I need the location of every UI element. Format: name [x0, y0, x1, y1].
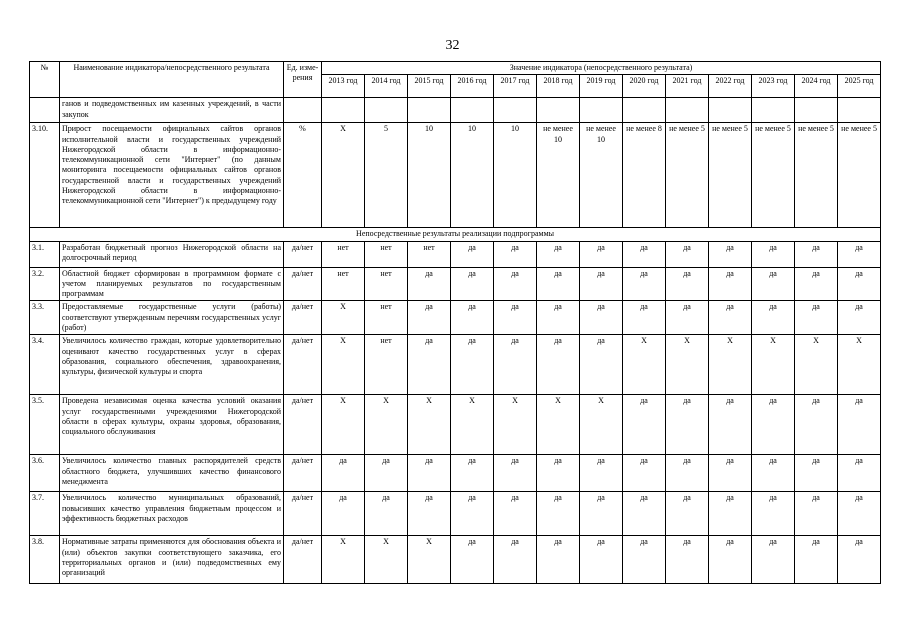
row-value: да: [752, 536, 795, 584]
row-value: X: [365, 536, 408, 584]
row-value: да: [365, 492, 408, 536]
row-value: X: [795, 335, 838, 395]
header-year: 2021 год: [666, 75, 709, 98]
table-row: [30, 536, 881, 584]
row-value: да: [580, 492, 623, 536]
section-title: Непосредственные результаты реализации подпрограммы: [30, 228, 881, 241]
row-value: X: [623, 335, 666, 395]
table-row: [30, 98, 881, 123]
header-year: 2017 год: [494, 75, 537, 98]
row-value: да: [537, 455, 580, 492]
row-value: да: [537, 267, 580, 301]
row-value: да: [666, 492, 709, 536]
row-number: 3.2.: [30, 267, 60, 301]
row-value: X: [838, 335, 881, 395]
row-value: да: [666, 301, 709, 335]
row-value: да: [494, 492, 537, 536]
row-value: да: [838, 301, 881, 335]
row-value: не менее 5: [752, 123, 795, 228]
row-value: да: [752, 241, 795, 267]
row-value: [494, 98, 537, 123]
row-value: да: [451, 492, 494, 536]
row-value: не менее 10: [537, 123, 580, 228]
row-value: да: [709, 536, 752, 584]
row-value: да: [451, 536, 494, 584]
row-value: 10: [451, 123, 494, 228]
row-value: да: [752, 492, 795, 536]
table-row: [30, 335, 881, 395]
table-row: [30, 241, 881, 267]
row-value: да: [838, 492, 881, 536]
row-value: X: [494, 395, 537, 455]
row-value: да: [795, 536, 838, 584]
row-value: да: [494, 455, 537, 492]
row-value: да: [494, 301, 537, 335]
table-row: [30, 455, 881, 492]
row-value: да: [666, 241, 709, 267]
row-value: да: [537, 536, 580, 584]
row-value: X: [322, 123, 365, 228]
row-value: да: [709, 241, 752, 267]
row-name: ганов и подведомственных им казенных учреждений, в части закупок: [60, 98, 284, 123]
table-row: [30, 395, 881, 455]
row-value: не менее 5: [666, 123, 709, 228]
header-year: 2024 год: [795, 75, 838, 98]
row-value: да: [709, 492, 752, 536]
row-value: [752, 98, 795, 123]
row-name: Увеличилось количество главных распорядителей средств областного бюджета, улучшивших качество финансового менеджмента: [60, 455, 284, 492]
row-value: да: [580, 241, 623, 267]
row-value: нет: [365, 241, 408, 267]
row-value: да: [408, 267, 451, 301]
row-value: да: [752, 301, 795, 335]
row-value: да: [451, 241, 494, 267]
row-value: да: [623, 492, 666, 536]
row-unit: да/нет: [284, 395, 322, 455]
row-unit: да/нет: [284, 455, 322, 492]
row-unit: да/нет: [284, 492, 322, 536]
row-value: да: [580, 267, 623, 301]
row-value: [623, 98, 666, 123]
row-value: [365, 98, 408, 123]
row-value: да: [838, 395, 881, 455]
row-value: X: [666, 335, 709, 395]
row-value: да: [580, 335, 623, 395]
row-value: да: [709, 301, 752, 335]
row-value: да: [494, 241, 537, 267]
row-value: нет: [322, 267, 365, 301]
header-unit: Ед. изме-рения: [284, 62, 322, 98]
row-value: да: [408, 335, 451, 395]
row-value: да: [838, 241, 881, 267]
row-value: да: [666, 536, 709, 584]
row-unit: да/нет: [284, 301, 322, 335]
row-value: X: [322, 395, 365, 455]
row-unit: да/нет: [284, 335, 322, 395]
row-value: не менее 5: [838, 123, 881, 228]
row-value: X: [537, 395, 580, 455]
table-row: [30, 492, 881, 536]
header-row-1: [30, 62, 881, 75]
row-value: да: [322, 492, 365, 536]
row-value: [666, 98, 709, 123]
row-value: да: [580, 536, 623, 584]
row-value: да: [795, 492, 838, 536]
page-number: 32: [445, 38, 460, 53]
row-value: да: [623, 241, 666, 267]
row-value: да: [795, 267, 838, 301]
row-value: X: [408, 395, 451, 455]
row-value: да: [580, 301, 623, 335]
row-value: да: [322, 455, 365, 492]
row-value: нет: [365, 267, 408, 301]
row-value: не менее 5: [709, 123, 752, 228]
header-year: 2020 год: [623, 75, 666, 98]
row-value: да: [709, 455, 752, 492]
row-name: Нормативные затраты применяются для обоснования объекта и (или) объектов закупки соответствующего заказчика, его территориальных органов и (или) подведомственных ему организаций: [60, 536, 284, 584]
row-unit: да/нет: [284, 267, 322, 301]
row-value: да: [752, 455, 795, 492]
row-value: нет: [365, 335, 408, 395]
row-value: [322, 98, 365, 123]
header-year: 2023 год: [752, 75, 795, 98]
row-name: Проведена независимая оценка качества условий оказания услуг государственными учреждениями Нижегородской области в сферах культуры, охраны здоровья, образования, социального обслуживания: [60, 395, 284, 455]
row-unit: да/нет: [284, 536, 322, 584]
row-number: 3.4.: [30, 335, 60, 395]
row-value: 10: [494, 123, 537, 228]
header-year: 2014 год: [365, 75, 408, 98]
row-value: да: [451, 335, 494, 395]
row-value: да: [537, 335, 580, 395]
row-value: да: [666, 395, 709, 455]
row-unit: %: [284, 123, 322, 228]
row-value: X: [322, 536, 365, 584]
row-value: X: [580, 395, 623, 455]
row-value: да: [408, 301, 451, 335]
row-name: Увеличилось количество муниципальных образований, повысивших качество управления бюджетным процессом и эффективность бюджетных расходов: [60, 492, 284, 536]
row-value: [408, 98, 451, 123]
row-value: да: [623, 301, 666, 335]
table-row: [30, 267, 881, 301]
row-value: да: [709, 267, 752, 301]
row-value: да: [666, 455, 709, 492]
row-value: [795, 98, 838, 123]
row-unit: да/нет: [284, 241, 322, 267]
row-value: да: [795, 455, 838, 492]
row-number: 3.6.: [30, 455, 60, 492]
row-value: да: [537, 241, 580, 267]
row-value: да: [408, 455, 451, 492]
row-value: X: [322, 335, 365, 395]
row-value: да: [838, 267, 881, 301]
row-value: да: [752, 395, 795, 455]
row-value: да: [623, 455, 666, 492]
row-value: да: [408, 492, 451, 536]
row-value: нет: [408, 241, 451, 267]
row-value: да: [709, 395, 752, 455]
row-name: Предоставляемые государственные услуги (работы) соответствуют утвержденным перечням государственных услуг (работ): [60, 301, 284, 335]
header-values-group: Значение индикатора (непосредственного результата): [322, 62, 881, 75]
row-value: [537, 98, 580, 123]
row-value: да: [838, 536, 881, 584]
row-value: 5: [365, 123, 408, 228]
header-year: 2025 год: [838, 75, 881, 98]
row-value: не менее 8: [623, 123, 666, 228]
row-value: нет: [365, 301, 408, 335]
row-value: да: [494, 335, 537, 395]
indicator-table: [29, 61, 881, 584]
row-number: 3.10.: [30, 123, 60, 228]
row-value: X: [322, 301, 365, 335]
row-value: [580, 98, 623, 123]
row-value: да: [451, 267, 494, 301]
row-number: 3.1.: [30, 241, 60, 267]
row-name: Областной бюджет сформирован в программном формате с учетом планируемых результатов по государственным программам: [60, 267, 284, 301]
row-value: да: [795, 241, 838, 267]
table-row: [30, 301, 881, 335]
header-year: 2022 год: [709, 75, 752, 98]
header-num: №: [30, 62, 60, 98]
row-value: да: [537, 492, 580, 536]
row-value: да: [838, 455, 881, 492]
row-value: X: [752, 335, 795, 395]
row-value: 10: [408, 123, 451, 228]
row-name: Разработан бюджетный прогноз Нижегородской области на долгосрочный период: [60, 241, 284, 267]
row-number: 3.8.: [30, 536, 60, 584]
header-year: 2016 год: [451, 75, 494, 98]
row-value: да: [666, 267, 709, 301]
row-number: 3.3.: [30, 301, 60, 335]
row-value: да: [494, 536, 537, 584]
row-value: да: [537, 301, 580, 335]
row-value: X: [451, 395, 494, 455]
header-year: 2018 год: [537, 75, 580, 98]
row-number: [30, 98, 60, 123]
row-value: [709, 98, 752, 123]
row-unit: [284, 98, 322, 123]
header-year: 2019 год: [580, 75, 623, 98]
table-row: [30, 123, 881, 228]
row-number: 3.5.: [30, 395, 60, 455]
row-value: да: [752, 267, 795, 301]
row-value: X: [408, 536, 451, 584]
row-value: X: [709, 335, 752, 395]
row-number: 3.7.: [30, 492, 60, 536]
header-year: 2015 год: [408, 75, 451, 98]
row-value: да: [795, 395, 838, 455]
row-value: да: [580, 455, 623, 492]
row-name: Прирост посещаемости официальных сайтов органов исполнительной власти и государственных учреждений Нижегородской области в информационно-телекоммуникационной сети "Интернет" (по данным мониторинга посещаемости официальных сайтов органов государственной власти и государственных учреждений Нижегородской области в информационно-телекоммуникационной сети "Интернет") к предыдущему году: [60, 123, 284, 228]
row-value: да: [494, 267, 537, 301]
header-name: Наименование индикатора/непосредственного результата: [60, 62, 284, 98]
row-value: [838, 98, 881, 123]
row-value: не менее 5: [795, 123, 838, 228]
row-value: да: [795, 301, 838, 335]
row-value: [451, 98, 494, 123]
row-value: да: [451, 301, 494, 335]
table-body: [30, 98, 881, 584]
row-value: да: [451, 455, 494, 492]
row-value: да: [623, 267, 666, 301]
row-name: Увеличилось количество граждан, которые удовлетворительно оценивают качество государственных услуг в сферах образования, социального обеспечения, здравоохранения, культуры, физической культуры и спорта: [60, 335, 284, 395]
row-value: да: [623, 536, 666, 584]
row-value: нет: [322, 241, 365, 267]
section-row: [30, 228, 881, 241]
row-value: не менее 10: [580, 123, 623, 228]
header-year: 2013 год: [322, 75, 365, 98]
row-value: да: [365, 455, 408, 492]
row-value: да: [623, 395, 666, 455]
row-value: X: [365, 395, 408, 455]
